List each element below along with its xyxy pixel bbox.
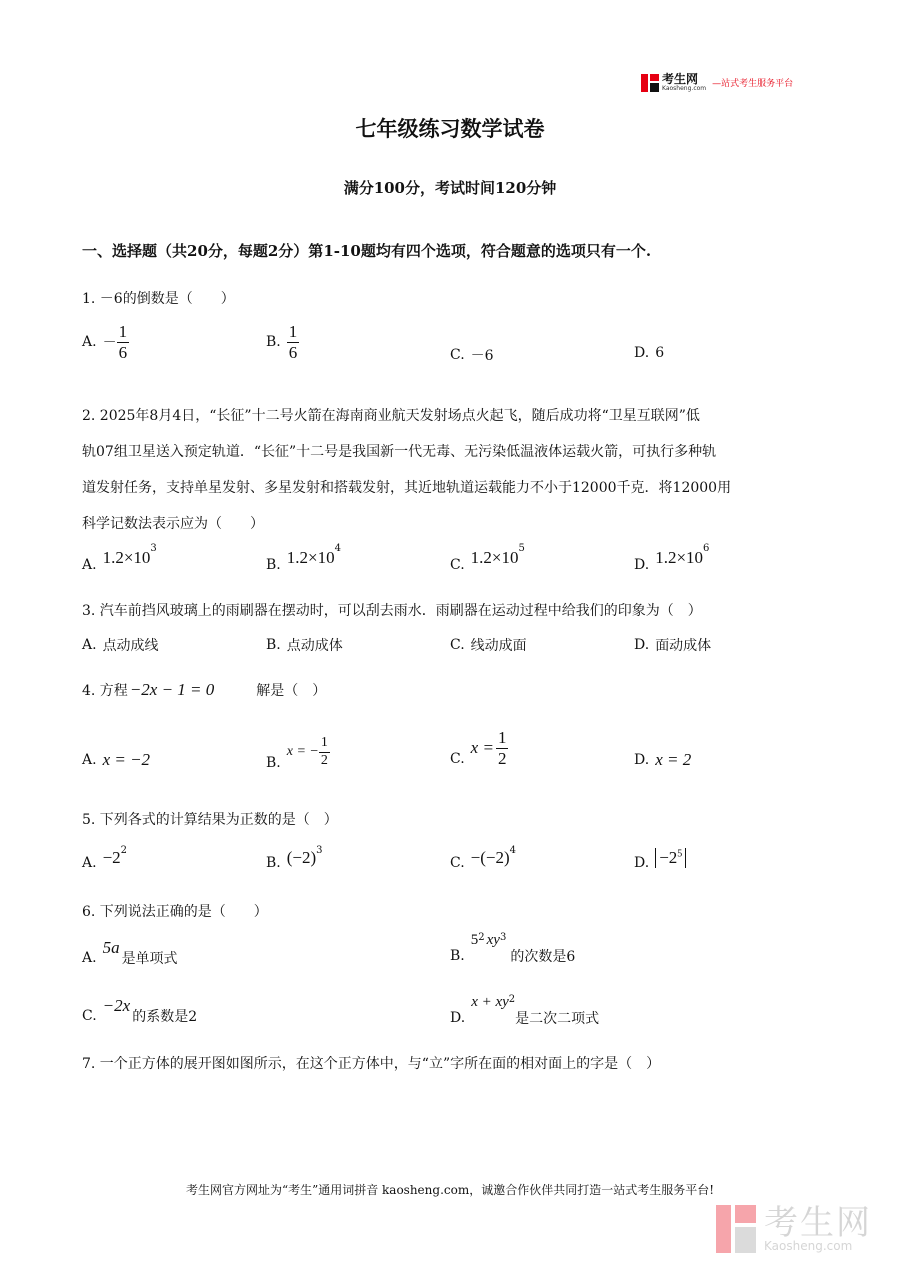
question-3-stem: 3. 汽车前挡风玻璃上的雨刷器在摆动时，可以刮去雨水．雨刷器在运动过程中给我们的印象为（ ） bbox=[82, 603, 702, 619]
fraction: $\frac{1}{2}$ bbox=[497, 728, 507, 768]
question-5-option-c: C. −(−2) $^4$ bbox=[450, 845, 517, 871]
section-heading: 一、选择题（共20分，每题2分）第1-10题均有四个选项，符合题意的选项只有一个. bbox=[82, 242, 652, 260]
question-4-option-a: A. x = −2 bbox=[82, 750, 151, 769]
logo-brand: 考生网 bbox=[662, 72, 699, 86]
question-3-option-c: C. 线动成面 bbox=[450, 637, 527, 654]
equation: −2x − 1 = 0 bbox=[129, 680, 215, 699]
question-7-stem: 7. 一个正方体的展开图如图所示，在这个正方体中，与“立”字所在面的相对面上的字是（ ） bbox=[82, 1056, 661, 1072]
watermark bbox=[716, 1205, 872, 1253]
question-4-stem: 4. 方程 −2x − 1 = 0 解是（ ） bbox=[82, 680, 327, 699]
question-1-option-c: C. －6 bbox=[450, 347, 494, 364]
header-logo bbox=[641, 73, 793, 92]
question-1-option-d: D. 6 bbox=[634, 345, 665, 361]
question-4-option-d: D. x = 2 bbox=[634, 750, 692, 769]
question-2-option-d: D. 1.2×10 $^6$ bbox=[634, 543, 710, 573]
question-6-option-c: C. −2x 的系数是2 bbox=[82, 996, 198, 1025]
question-6-option-a: A. 5a 是单项式 bbox=[82, 938, 178, 967]
question-1-option-b: B. $\frac{1}{6}$ bbox=[266, 322, 298, 362]
fraction: $\frac{1}{2}$ bbox=[320, 735, 328, 768]
question-6-option-d: D. x + xy $^2$ 是二次二项式 bbox=[450, 994, 600, 1027]
absolute-value: $-2^5$ bbox=[655, 848, 686, 868]
question-2-option-a: A. 1.2×10 $^3$ bbox=[82, 543, 157, 573]
question-2-stem: 2. 2025年8月4日，“长征”十二号火箭在海南商业航天发射场点火起飞，随后成功将“卫星互联网”低 轨07组卫星送入预定轨道．“长征”十二号是我国新一代无毒、无污染低温液体运载火箭，可执行多种轨 道发射任务，支持单星发射、多星发射和搭载发射，其近地轨道运载能力不小于12000千克．将12000用 科学记数法表示应为（ ） bbox=[82, 408, 732, 532]
logo-domain: Kaosheng.com bbox=[662, 85, 707, 92]
question-5-option-d: D. $-2^5$ bbox=[634, 845, 686, 871]
question-4-option-b: B. x = − $\frac{1}{2}$ bbox=[266, 735, 328, 771]
question-3-option-a: A. 点动成线 bbox=[82, 637, 159, 654]
kaosheng-watermark-icon bbox=[716, 1205, 756, 1253]
kaosheng-logo-icon bbox=[641, 74, 659, 92]
question-1-stem: 1. －6的倒数是（ ） bbox=[82, 291, 235, 307]
question-6-stem: 6. 下列说法正确的是（ ） bbox=[82, 904, 268, 920]
question-5-option-b: B. (−2) $^3$ bbox=[266, 845, 323, 871]
question-6-option-b: B. 5 $^2$ xy $^3$ 的次数是6 bbox=[450, 932, 576, 965]
fraction: $\frac{1}{6}$ bbox=[288, 322, 298, 362]
watermark-domain: Kaosheng.com bbox=[764, 1239, 853, 1253]
exam-subtitle: 满分100分，考试时间120分钟 bbox=[343, 179, 557, 197]
question-3-option-b: B. 点动成体 bbox=[266, 637, 343, 654]
footer-note: 考生网官方网址为“考生”通用词拼音 kaosheng.com，诚邀合作伙伴共同打造一站式考生服务平台! bbox=[185, 1183, 715, 1197]
question-1-option-a: A. － $\frac{1}{6}$ bbox=[82, 322, 128, 362]
logo-slogan: —站式考生服务平台 bbox=[712, 79, 794, 89]
question-2-option-c: C. 1.2×10 $^5$ bbox=[450, 543, 525, 573]
exam-title: 七年级练习数学试卷 bbox=[355, 116, 545, 141]
question-5-option-a: A. −2 $^2$ bbox=[82, 845, 128, 871]
watermark-brand: 考生网 bbox=[764, 1203, 872, 1243]
question-3-option-d: D. 面动成体 bbox=[634, 637, 712, 654]
fraction: $\frac{1}{6}$ bbox=[118, 322, 128, 362]
question-5-stem: 5. 下列各式的计算结果为正数的是（ ） bbox=[82, 812, 338, 828]
question-2-option-b: B. 1.2×10 $^4$ bbox=[266, 543, 341, 573]
question-4-option-c: C. x = $\frac{1}{2}$ bbox=[450, 728, 507, 768]
